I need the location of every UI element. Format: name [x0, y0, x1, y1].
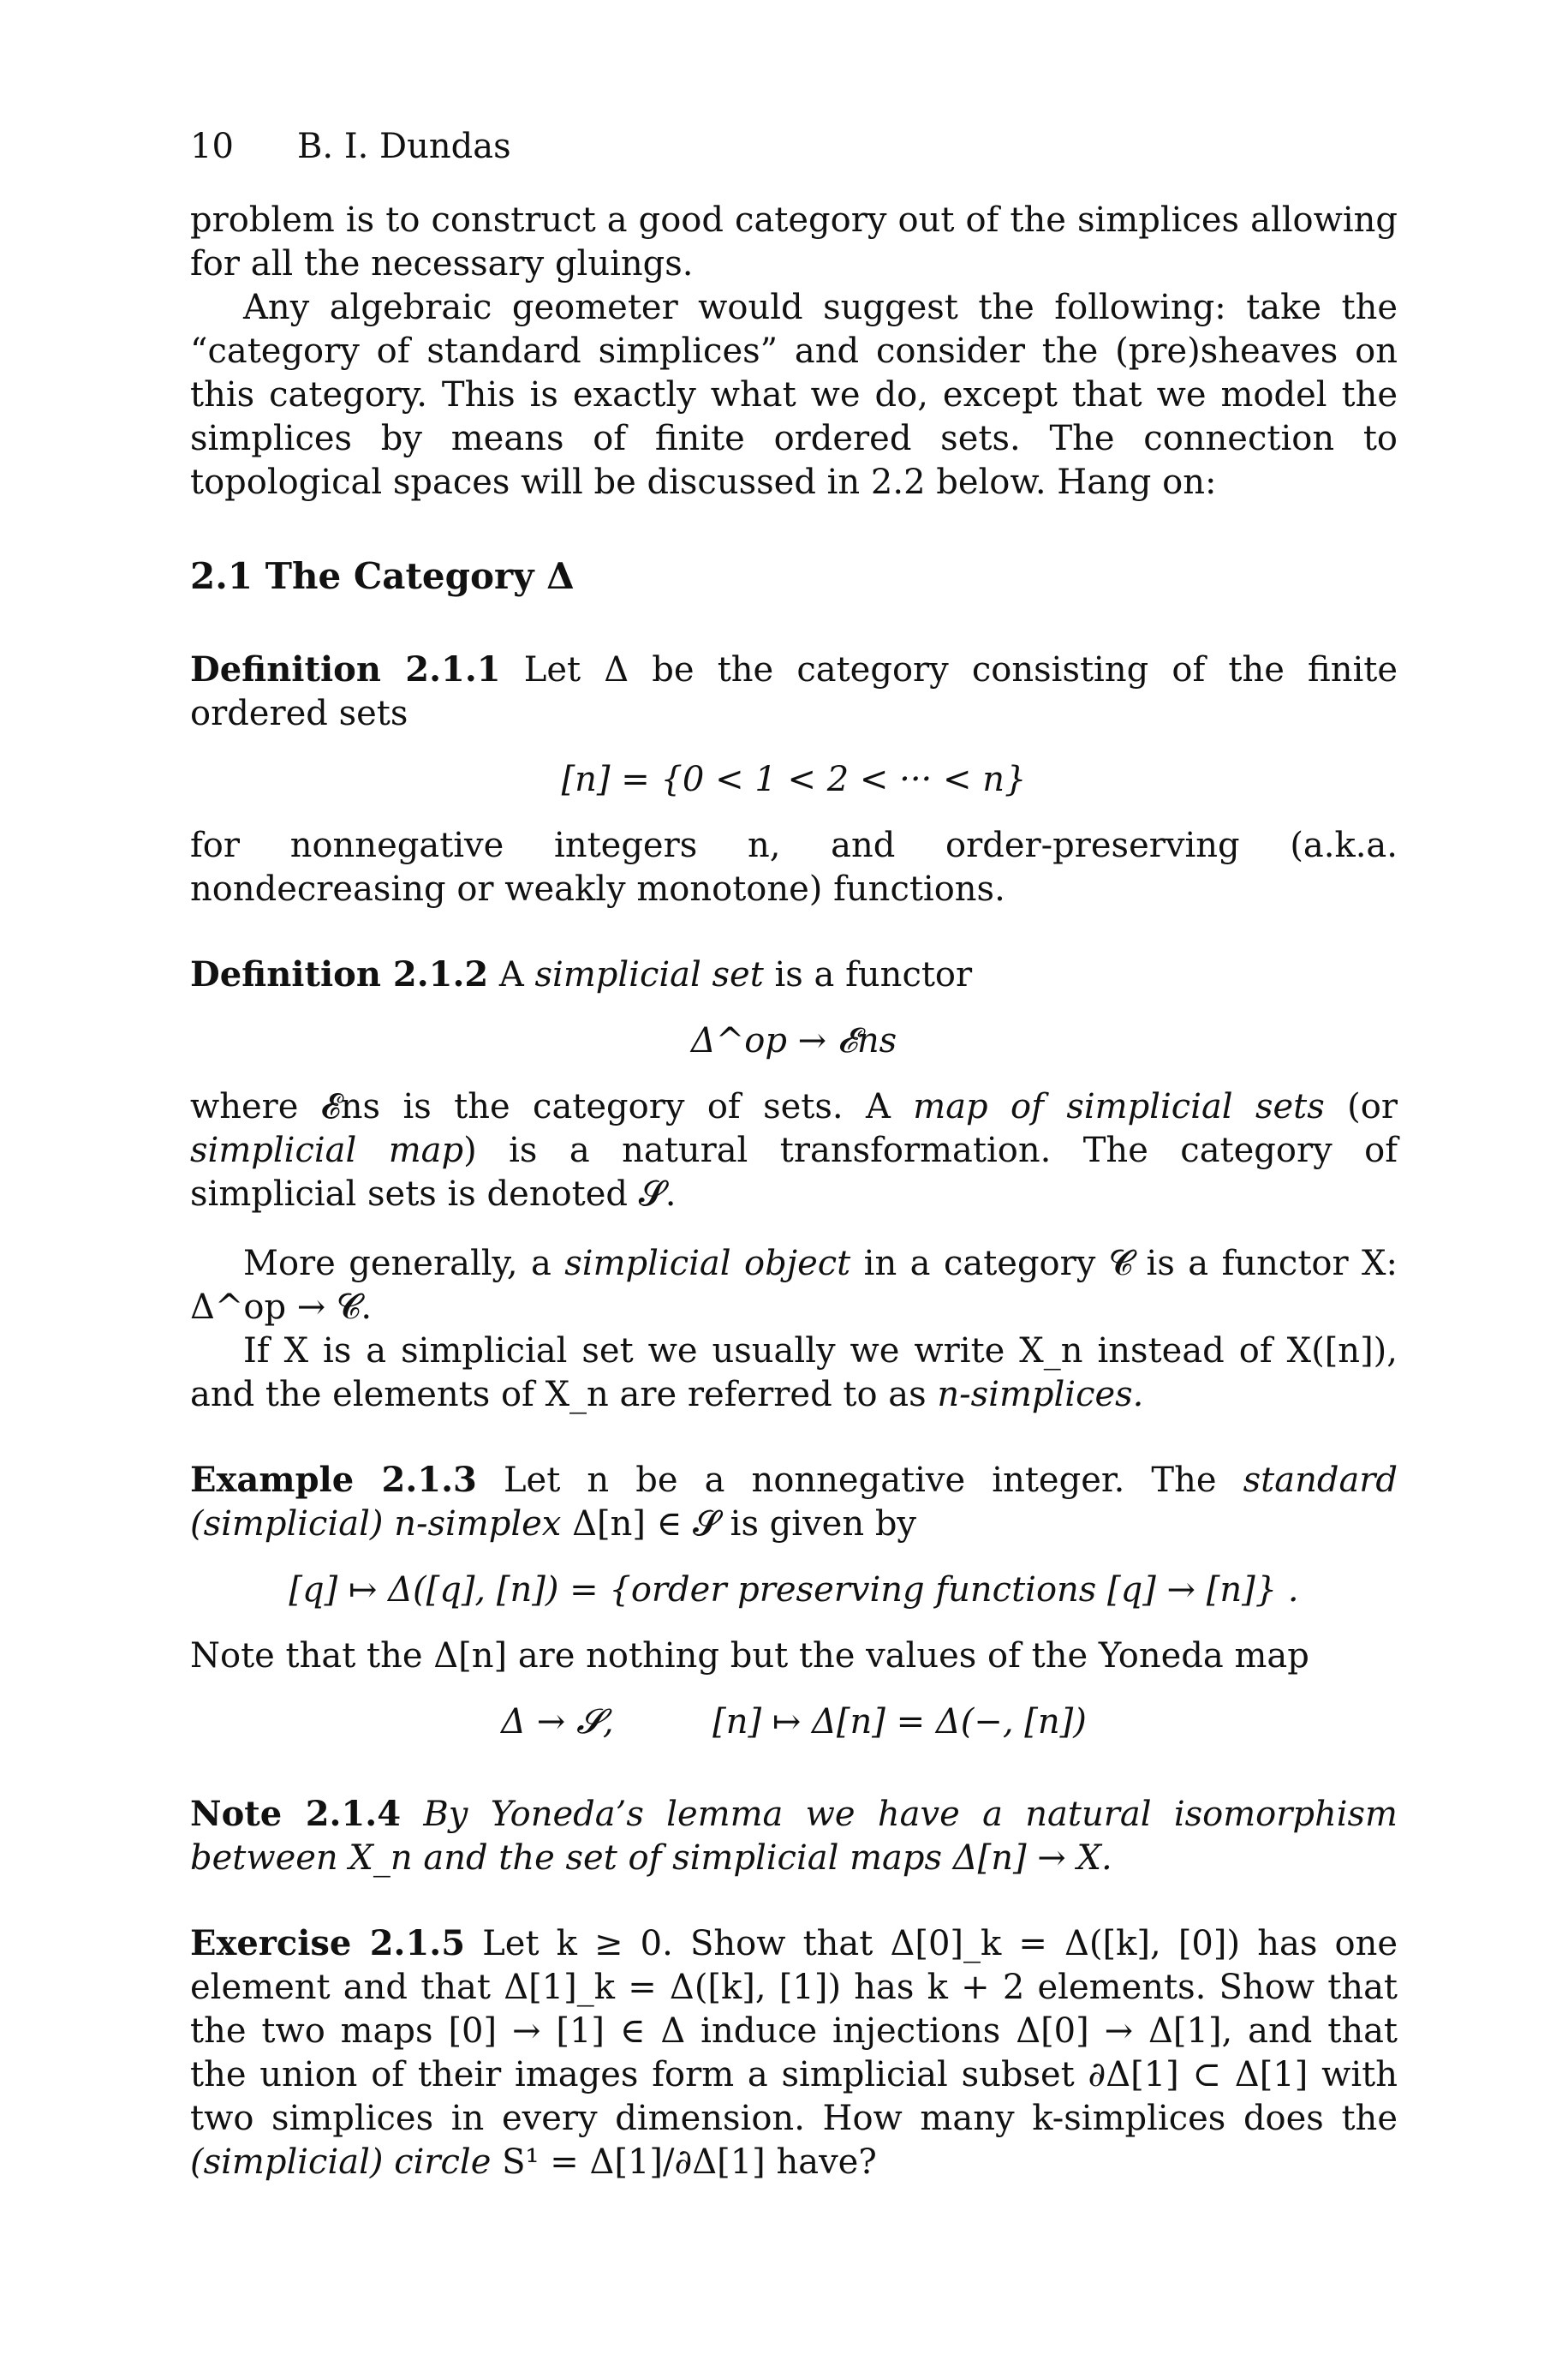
section-number: 2.1	[190, 555, 253, 597]
term-n-simplices: n-simplices.	[937, 1375, 1144, 1414]
paragraph-more-generally	[190, 1242, 1398, 1329]
section-title: The Category Δ	[265, 555, 575, 597]
paragraph-simplicial-set-notation	[190, 1329, 1398, 1417]
text-span: in a category 𝓒 is a functor X: Δ^op → 𝓒.	[190, 1244, 1398, 1327]
display-equation-standard-simplex: [q] ↦ Δ([q], [n]) = {order preserving functions [q] → [n]} .	[289, 1570, 1299, 1610]
example-label: Example 2.1.3	[190, 1460, 477, 1500]
exercise-label: Exercise 2.1.5	[190, 1923, 466, 1963]
display-equation-n: [n] = {0 < 1 < 2 < ··· < n}	[561, 760, 1027, 799]
definition-text: Let Δ be the category consisting of the finite ordered sets	[190, 650, 1398, 733]
text-span: Δ[n] ∈ 𝓢 is given by	[561, 1504, 917, 1544]
definition-2-1-2	[190, 953, 1398, 997]
page-number: 10	[190, 127, 234, 166]
definition-2-1-2-continuation	[190, 1085, 1398, 1216]
text-span: Let k ≥ 0. Show that Δ[0]_k = Δ([k], [0]) has one element and that Δ[1]_k = Δ([k], [1]) has k + 2 elements. Show that the two maps [0] → [1] ∈ Δ induce injections Δ[0] → Δ[1], and that the union of their images form a simplicial subset ∂Δ[1] ⊂ Δ[1] with two simplices in every dimension. How many k-simplices does the	[190, 1924, 1398, 2138]
note-label: Note 2.1.4	[190, 1794, 402, 1834]
example-2-1-3	[190, 1458, 1398, 1546]
display-equation-functor: Δ^op → 𝓔ns	[690, 1021, 897, 1061]
note-text: By Yoneda’s lemma we have a natural isomorphism between X_n and the set of simplicial maps Δ[n] → X.	[190, 1795, 1398, 1878]
text-span: S¹ = Δ[1]/∂Δ[1] have?	[491, 2142, 877, 2182]
example-2-1-3-note: Note that the Δ[n] are nothing but the values of the Yoneda map	[190, 1636, 1309, 1676]
definition-label: Definition 2.1.1	[190, 649, 501, 690]
definition-text-post: is a functor	[763, 955, 973, 995]
text-span: where 𝓔ns is the category of sets. A	[190, 1087, 914, 1126]
yoneda-right: [n] ↦ Δ[n] = Δ(−, [n])	[712, 1702, 1087, 1742]
intro-paragraph-2: Any algebraic geometer would suggest the following: take the “category of standard simplices” and consider the (pre)sheaves on this category. This is exactly what we do, except that we model the simplices by means of finite ordered sets. The connection to topological spaces will be discussed in 2.2 below. Hang on:	[190, 288, 1398, 502]
definition-text-pre: A	[498, 955, 535, 995]
term-simplicial-map: simplicial map	[190, 1131, 464, 1170]
text-span: Let n be a nonnegative integer. The	[503, 1461, 1243, 1500]
note-2-1-4	[190, 1792, 1398, 1880]
term-standard-n-simplex: standard (simplicial) n-simplex	[190, 1461, 1398, 1544]
text-span: (or	[1324, 1087, 1398, 1126]
exercise-2-1-5	[190, 1921, 1398, 2184]
definition-label: Definition 2.1.2	[190, 954, 489, 995]
running-header	[190, 127, 511, 166]
definition-term: simplicial set	[534, 955, 764, 995]
display-equation-yoneda	[190, 1700, 1398, 1744]
page-body	[190, 199, 1398, 2184]
text-span: ) is a natural transformation. The category of simplicial sets is denoted 𝓢.	[190, 1131, 1398, 1214]
author-name: B. I. Dundas	[297, 127, 511, 166]
definition-2-1-1	[190, 648, 1398, 736]
term-simplicial-circle: (simplicial) circle	[190, 2142, 492, 2182]
term-simplicial-object: simplicial object	[564, 1244, 851, 1283]
intro-paragraph-1: problem is to construct a good category out of the simplices allowing for all the necessary gluings.	[190, 200, 1398, 284]
section-heading	[190, 554, 1398, 598]
term-map-of-simplicial-sets: map of simplicial sets	[913, 1087, 1325, 1126]
text-span: If X is a simplicial set we usually we write X_n instead of X([n]), and the elements of X_n are referred to as	[190, 1331, 1398, 1414]
definition-2-1-1-continuation: for nonnegative integers n, and order-preserving (a.k.a. nondecreasing or weakly monotone) functions.	[190, 826, 1398, 909]
yoneda-left: Δ → 𝓢,	[501, 1702, 614, 1742]
text-span: More generally, a	[243, 1244, 565, 1283]
